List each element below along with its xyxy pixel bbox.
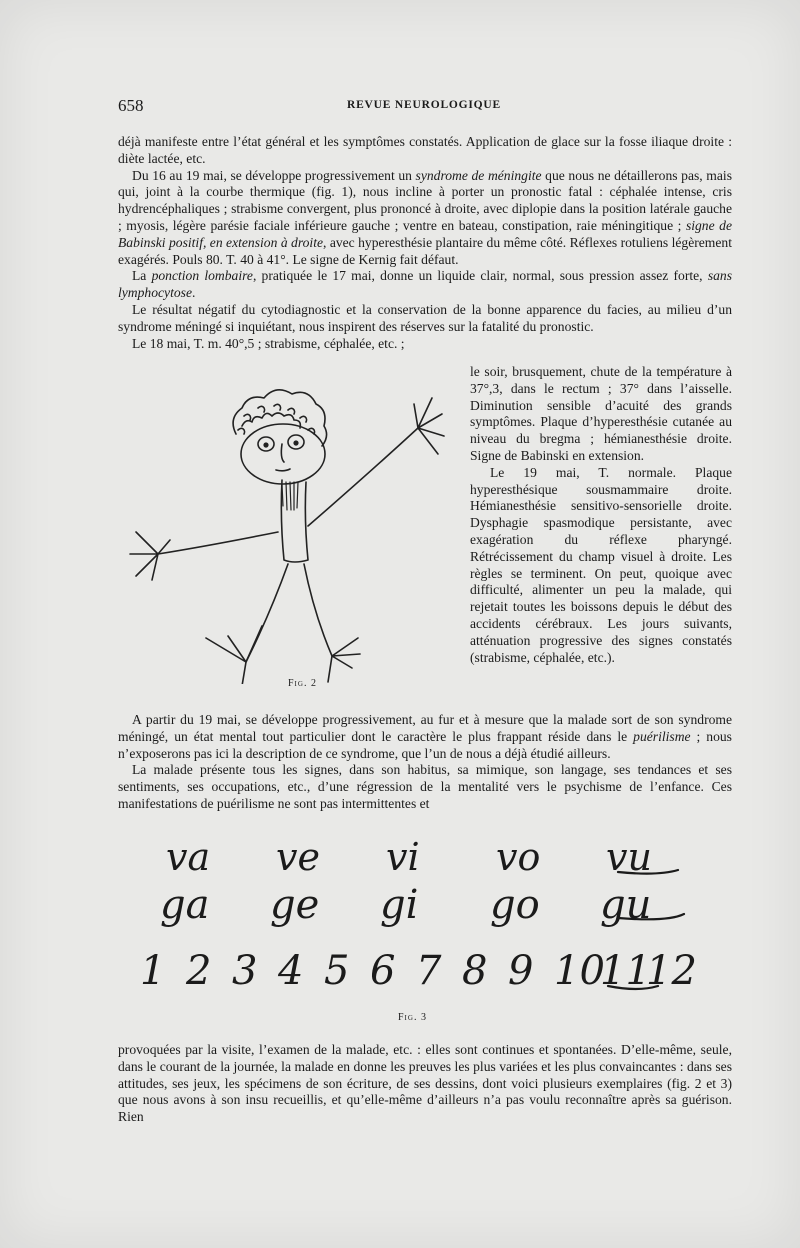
handwritten-number-0: 1 [140, 948, 166, 994]
handwritten-number-5: 6 [370, 948, 396, 994]
handwritten-syllable-v-2: vi [386, 836, 420, 879]
emphasis: ponction lombaire [151, 268, 253, 284]
handwritten-number-9: 10 [554, 948, 605, 994]
handwritten-number-4: 5 [324, 948, 350, 994]
handwritten-syllable-g-4: gu [600, 882, 652, 928]
paragraph: A partir du 19 mai, se développe progressivement, au fur et à mesure que la malade sort de son syndrome méningé, un état mental tout particulier dont le caractère le plus frappant réside dans le puérilisme ; nous n’exposerons pas ici la description de ce syndrome, que l’un de nous a déjà étudié ailleurs. [118, 712, 732, 761]
figure-2 [118, 364, 458, 704]
paragraph: Du 16 au 19 mai, se développe progressivement un syndrome de méningite que nous ne détaillerons pas, mais qui, joint à la courbe thermique (fig. 1), nous incline à porter un pronostic fatal : céphalée intense, cris hydrencéphaliques ; strabisme convergent, plus prononcé à droite, avec diplopie dans la position latérale gauche ; myosis, légère parésie faciale inférieure gauche ; ventre en bateau, constipation, raie méningitique ; signe de Babinski positif, en extension à droite, avec hyperesthésie plantaire du même côté. Réflexes rotuliens légèrement exagérés. Pouls 80. T. 40 à 41°. Le signe de Kernig fait défaut. [118, 167, 732, 267]
paragraph: Le 19 mai, T. normale. Plaque hyperesthésique sousmammaire droite. Hémianesthésie sensitivo-sensorielle droite. Dysphagie spasmodique persistante, avec exagération du réflexe pharyngé. Rétrécissement du champ visuel à droite. Les règles se terminent. On peut, quoique avec difficulté, alimenter un peu la malade, qui rejetait toutes les boissons depuis le début des accidents cérébraux. Les jours suivants, atténuation progressive des signes constatés (strabisme, céphalée, etc.). [470, 464, 732, 665]
emphasis: signe de Babinski positif, en extension à droite [118, 217, 732, 250]
handwritten-number-6: 7 [416, 948, 442, 994]
handwritten-syllable-v-4: vu [606, 836, 652, 879]
paragraph: La malade présente tous les signes, dans son habitus, sa mimique, son langage, ses tendances et ses sentiments, ses occupations, etc., d’une régression de la mentalité vers le psychisme de l’enfance. Ces manifestations de puérilisme ne sont pas intermittentes et [118, 762, 732, 811]
paragraph: déjà manifeste entre l’état général et les symptômes constatés. Application de glace sur la fosse iliaque droite : diète lactée, etc. [118, 134, 732, 166]
handwritten-number-10: 11 [600, 948, 651, 994]
head [241, 424, 325, 484]
handwriting-specimen [118, 836, 732, 1006]
paragraph: provoquées par la visite, l’examen de la malade, etc. : elles sont continues et spontanées. D’elle-même, seule, dans le courant de la journée, la malade en donne les preuves les plus variées et les plus convaincantes : dans ses attitudes, ses jeux, les spécimens de son écriture, de ses dessins, dont voici plusieurs exemplaires (fig. 2 et 3) que nous avons à son insu recueillis, et qu’elle-même d’ailleurs n’a pas voulu reconnaître après sa guérison. Rien [118, 1042, 732, 1125]
emphasis: puérilisme [633, 728, 691, 744]
handwritten-syllable-v-0: va [166, 836, 211, 879]
handwritten-syllable-g-3: go [490, 882, 540, 928]
text-block-middle [118, 712, 732, 813]
handwritten-syllable-v-3: vo [496, 836, 541, 879]
handwritten-number-3: 4 [278, 948, 304, 994]
handwriting-row-syllables-g [160, 882, 651, 928]
handwritten-syllable-v-1: ve [276, 836, 320, 879]
child-drawing-figure [118, 364, 458, 684]
handwritten-syllable-g-2: gi [380, 882, 419, 928]
handwritten-number-1: 2 [186, 948, 212, 994]
handwritten-number-11: 12 [646, 948, 697, 994]
paragraph: La ponction lombaire, pratiquée le 17 mai, donne un liquide clair, normal, sous pression assez forte, sans lymphocytose. [118, 268, 732, 301]
running-title: REVUE NEUROLOGIQUE [346, 99, 502, 111]
emphasis: syndrome de méningite [415, 167, 542, 183]
handwritten-syllable-g-0: ga [160, 882, 210, 928]
paragraph: Le résultat négatif du cytodiagnostic et la conservation de la bonne apparence du facies, au milieu d’un syndrome méningé si inquiétant, nous inspirent des réserves sur la fatalité du pronostic. [118, 301, 732, 334]
paragraph: le soir, brusquement, chute de la température à 37°,3, dans le rectum ; 37° dans l’aisselle. Diminution sensible d’acuité des grands symptômes. Plaque d’hyperesthésie cutanée au niveau du bregma ; hémianesthésie droite. Signe de Babinski en extension. [470, 364, 732, 463]
handwritten-number-2: 3 [232, 948, 258, 994]
figure-3 [118, 836, 732, 1036]
page-header [118, 96, 730, 118]
paragraph-lead: Le 18 mai, T. m. 40°,5 ; strabisme, céphalée, etc. ; [132, 335, 405, 351]
figure-2-caption: Fig. 2 [288, 678, 317, 689]
emphasis: sans lymphocytose [118, 268, 732, 301]
handwritten-syllable-g-1: ge [270, 882, 320, 928]
text-block-top [118, 134, 732, 352]
text-column-right [470, 364, 732, 666]
page-number: 658 [118, 96, 144, 115]
handwritten-number-8: 9 [508, 948, 534, 994]
figure-3-caption: Fig. 3 [398, 1012, 427, 1023]
text-block-bottom [118, 1042, 732, 1126]
handwritten-number-7: 8 [462, 948, 488, 994]
handwriting-row-syllables-v [166, 836, 652, 879]
